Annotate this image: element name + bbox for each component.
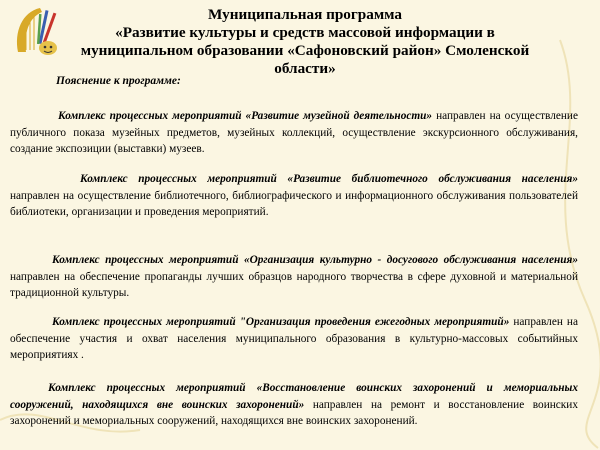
paragraph-lead: Комплекс процессных мероприятий «Восстановление воинских захоронений и мемориальных сооружений, находящихся вне воинских захоронений» (10, 382, 578, 411)
paragraph-text: направлен на осуществление публичного показа музейных предметов, музейных коллекций, осуществление экскурсионного обслуживания, создание экспозиции (выставки) музеев. (10, 110, 578, 155)
paragraph-library (10, 171, 578, 221)
paragraph-lead: Комплекс процессных мероприятий «Развитие музейной деятельности» (58, 110, 433, 122)
paragraph-lead: Комплекс процессных мероприятий "Организация проведения ежегодных мероприятий» (52, 316, 510, 328)
paragraph-museum (10, 108, 578, 158)
paragraph-text: направлен на осуществление библиотечного, библиографического и информационного обслуживания пользователей библиотеки, организации и проведения мероприятий. (10, 189, 578, 218)
paragraph-text: направлен на ремонт и восстановление воинских захоронений и мемориальных сооружений, находящихся вне воинских захоронений. (10, 398, 578, 427)
title-line-1: Муниципальная программа (207, 6, 403, 23)
paragraph-text: направлен на обеспечение пропаганды лучших образцов народного творчества в сфере духовной и материальной традиционной культуры. (10, 270, 578, 299)
program-explanation-heading: Пояснение к программе: (56, 75, 181, 87)
paragraph-leisure (10, 252, 578, 302)
page-title (70, 6, 540, 78)
paragraph-memorials (10, 380, 578, 430)
title-line-3: муниципальном образовании «Сафоновский район» Смоленской (80, 42, 530, 59)
culture-logo-icon (6, 2, 64, 60)
paragraph-annual-events (10, 314, 578, 364)
title-line-4: области» (274, 60, 336, 77)
paragraph-lead: Комплекс процессных мероприятий «Развитие библиотечного обслуживания населения» (80, 173, 578, 185)
paragraph-lead: Комплекс процессных мероприятий «Организация культурно - досугового обслуживания населения» (52, 254, 578, 266)
title-line-2: «Развитие культуры и средств массовой информации в (115, 24, 495, 41)
paragraph-text: направлен на обеспечение участия и охват населения муниципального образования в культурно-массовых событийных мероприятиях . (10, 316, 578, 361)
